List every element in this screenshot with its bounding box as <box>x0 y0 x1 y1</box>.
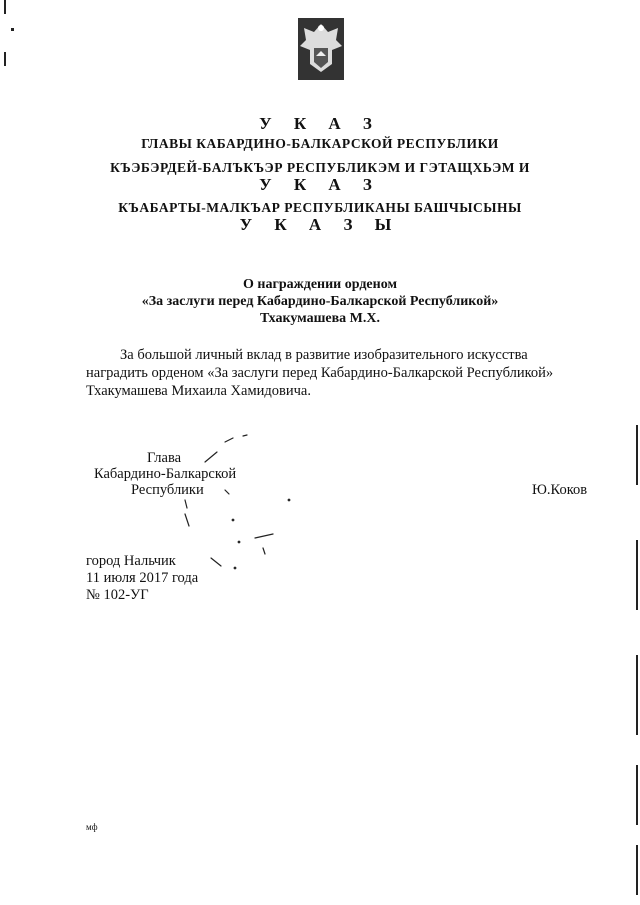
scan-mark <box>636 845 638 895</box>
decree-heading: У К А З <box>259 175 381 194</box>
decree-title: Тхакумашева М.Х. <box>260 311 380 326</box>
scan-mark <box>4 52 6 66</box>
coat-of-arms-emblem <box>298 18 344 80</box>
decree-heading: У К А З <box>259 114 381 133</box>
scan-mark <box>636 540 638 610</box>
header-line: ГЛАВЫ КАБАРДИНО-БАЛКАРСКОЙ РЕСПУБЛИКИ <box>141 136 499 151</box>
scan-mark <box>11 28 14 31</box>
decree-title: «За заслуги перед Кабардино-Балкарской Республикой» <box>141 294 499 309</box>
scan-mark <box>636 655 638 735</box>
issue-place: город Нальчик <box>86 553 176 569</box>
decree-body-line: Тхакумашева Михаила Хамидовича. <box>86 383 311 399</box>
decree-body-line: наградить орденом «За заслуги перед Кабардино-Балкарской Республикой» <box>86 365 554 381</box>
signatory-position: Глава <box>147 450 182 466</box>
header-line: КЪЭБЭРДЕЙ-БАЛЪКЪЭР РЕСПУБЛИКЭМ И ГЭТАЩХЬЭМ И <box>110 160 530 175</box>
decree-title: О награждении орденом <box>243 277 397 292</box>
header-line: КЪАБАРТЫ-МАЛКЪАР РЕСПУБЛИКАНЫ БАШЧЫСЫНЫ <box>118 200 522 215</box>
signatory-position: Кабардино-Балкарской <box>94 466 237 482</box>
handwritten-signature <box>175 430 295 580</box>
decree-heading: У К А З Ы <box>239 215 401 234</box>
signatory-name: Ю.Коков <box>532 482 588 498</box>
decree-number: № 102-УГ <box>86 587 149 603</box>
scan-mark <box>636 425 638 485</box>
scan-mark <box>4 0 6 14</box>
issue-date: 11 июля 2017 года <box>86 570 199 586</box>
decree-body-line: За большой личный вклад в развитие изобразительного искусства <box>120 347 528 363</box>
signatory-position: Республики <box>131 482 204 498</box>
scan-mark <box>636 765 638 825</box>
document-code: мф <box>86 822 98 832</box>
